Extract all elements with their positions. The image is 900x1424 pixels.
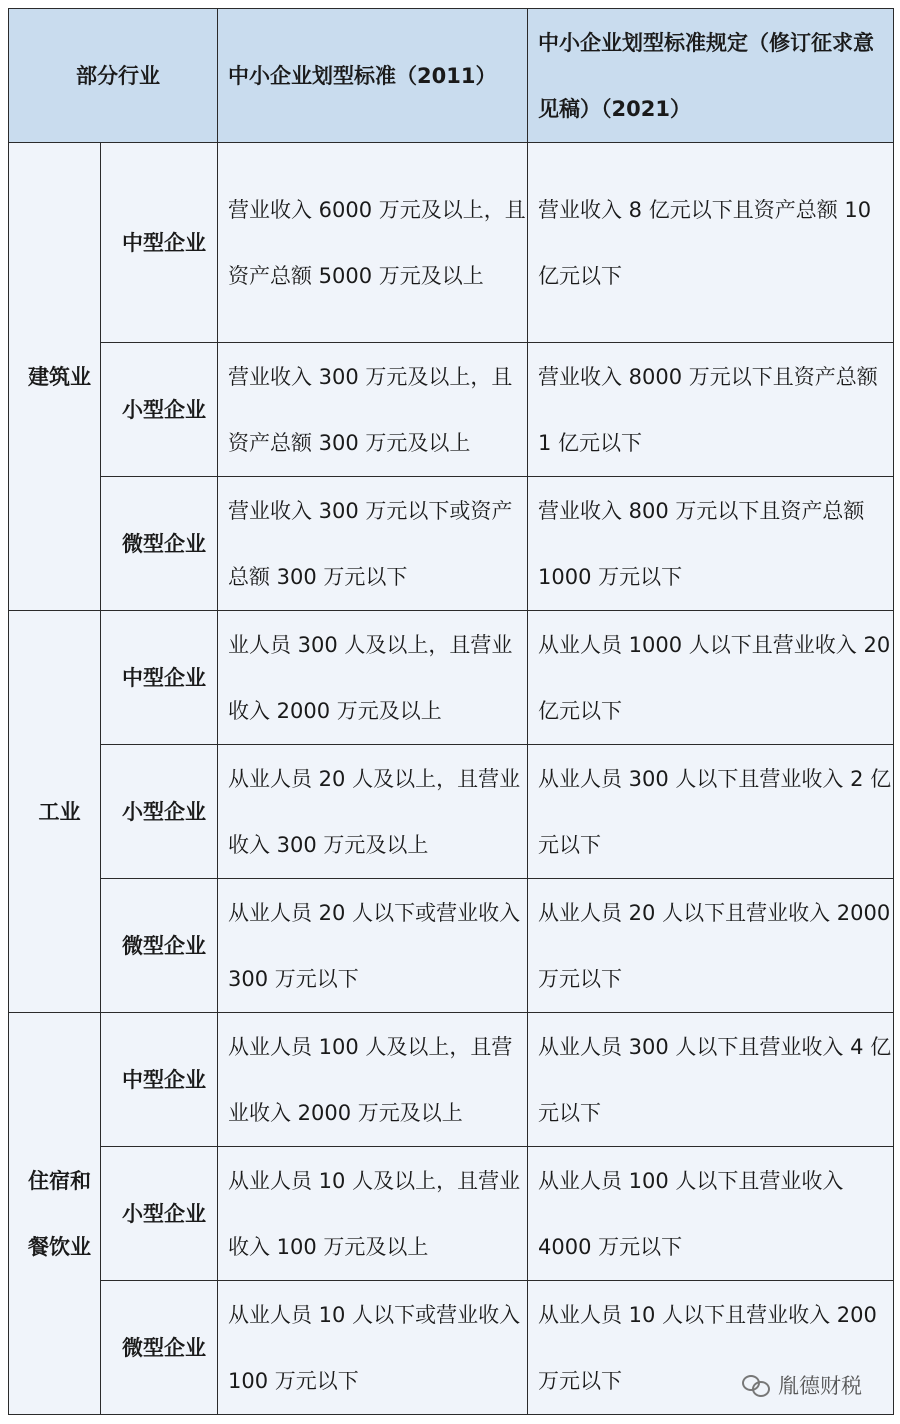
new-standard-cell: 营业收入 8000 万元以下且资产总额 1 亿元以下 [528,343,894,477]
old-standard-cell: 业人员 300 人及以上，且营业收入 2000 万元及以上 [218,611,528,745]
industry-cell: 建筑业 [9,143,101,611]
watermark [742,1370,862,1400]
header-2021: 中小企业划型标准规定（修订征求意见稿）（2021） [528,9,894,143]
table-row [9,477,894,611]
size-cell: 微型企业 [101,1281,218,1415]
old-standard-cell: 从业人员 10 人及以上，且营业收入 100 万元及以上 [218,1147,528,1281]
header-industry: 部分行业 [9,9,218,143]
new-standard-cell: 从业人员 1000 人以下且营业收入 20 亿元以下 [528,611,894,745]
industry-cell: 工业 [9,611,101,1013]
old-standard-cell: 从业人员 10 人以下或营业收入 100 万元以下 [218,1281,528,1415]
header-2011: 中小企业划型标准（2011） [218,9,528,143]
table-row [9,143,894,343]
size-cell: 微型企业 [101,477,218,611]
table-row [9,745,894,879]
old-standard-cell: 营业收入 300 万元以下或资产总额 300 万元以下 [218,477,528,611]
standards-table [8,8,894,1415]
new-standard-cell: 从业人员 300 人以下且营业收入 4 亿元以下 [528,1013,894,1147]
old-standard-cell: 从业人员 20 人以下或营业收入 300 万元以下 [218,879,528,1013]
table-row [9,1147,894,1281]
new-standard-cell: 营业收入 8 亿元以下且资产总额 10 亿元以下 [528,143,894,343]
old-standard-cell: 从业人员 100 人及以上，且营业收入 2000 万元及以上 [218,1013,528,1147]
watermark-text: 胤德财税 [778,1374,862,1398]
table-row [9,611,894,745]
new-standard-cell: 从业人员 20 人以下且营业收入 2000 万元以下 [528,879,894,1013]
size-cell: 小型企业 [101,1147,218,1281]
size-cell: 小型企业 [101,343,218,477]
new-standard-cell: 从业人员 10 人以下且营业收入 200 万元以下 [528,1281,894,1415]
size-cell: 中型企业 [101,1013,218,1147]
industry-cell: 住宿和餐饮业 [9,1013,101,1415]
header-row [9,9,894,143]
table-row [9,1013,894,1147]
size-cell: 中型企业 [101,143,218,343]
new-standard-cell: 从业人员 300 人以下且营业收入 2 亿元以下 [528,745,894,879]
new-standard-cell: 营业收入 800 万元以下且资产总额 1000 万元以下 [528,477,894,611]
old-standard-cell: 从业人员 20 人及以上，且营业收入 300 万元及以上 [218,745,528,879]
table-row [9,879,894,1013]
size-cell: 中型企业 [101,611,218,745]
old-standard-cell: 营业收入 6000 万元及以上，且资产总额 5000 万元及以上 [218,143,528,343]
new-standard-cell: 从业人员 100 人以下且营业收入 4000 万元以下 [528,1147,894,1281]
table-row [9,343,894,477]
old-standard-cell: 营业收入 300 万元及以上，且资产总额 300 万元及以上 [218,343,528,477]
size-cell: 小型企业 [101,745,218,879]
wechat-icon [742,1375,770,1395]
size-cell: 微型企业 [101,879,218,1013]
